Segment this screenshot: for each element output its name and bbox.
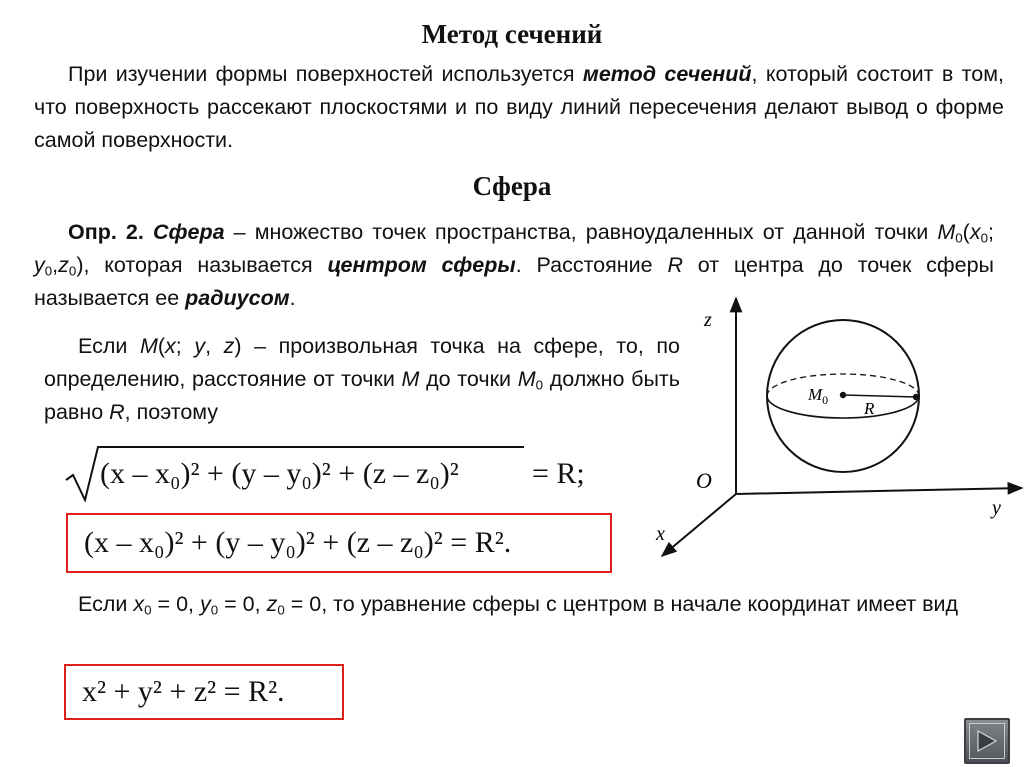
def-text-5: . [289,286,296,310]
point-x: x [165,334,176,358]
point-sep-1: ; [175,334,195,358]
def-text-4: от центра до точек сферы называется ее [34,253,994,310]
point-m0: M [517,367,536,391]
origin-eq-1: = 0, [151,592,200,616]
def-paren-open: ( [962,220,970,244]
def-sep-2: , [52,253,59,277]
next-slide-button[interactable] [964,718,1010,764]
point-text-a: Если [78,334,140,358]
point-m2: M [401,367,420,391]
origin-label: O [696,468,712,493]
origin-eq-2: = 0, [218,592,267,616]
radius-line [843,395,916,397]
section-title-sphere: Сфера [472,171,552,201]
play-next-icon [976,729,998,753]
surface-point [913,394,919,400]
def-sep-1: ; [988,220,994,244]
center-label-m: M [808,385,823,404]
def-x: x [969,220,981,244]
definition-center-term: центром сферы [327,253,516,277]
center-label [807,385,828,407]
definition-radius-term: радиусом [185,286,290,310]
x-axis-label: x [656,523,665,545]
origin-text-a: Если [78,592,134,616]
definition-label: Опр. 2. [68,220,144,244]
sections-method-paragraph [34,58,1004,157]
center-label-sub: 0 [822,393,829,407]
origin-z: z [266,592,278,616]
def-z-sub: 0 [68,263,77,279]
point-sep-2: , [205,334,224,358]
point-paren-open: ( [157,334,166,358]
def-m-sub: 0 [955,230,963,246]
origin-sphere-equation-box [64,664,344,720]
z-axis-label: z [704,309,712,331]
arbitrary-point-paragraph [44,330,680,429]
distance-formula [64,444,604,502]
point-z: z [223,334,235,358]
origin-center-paragraph [44,588,996,621]
point-m: M [139,334,158,358]
point-text-b: – произвольная точка на сфере, то, по определению, расстояние от точки [44,334,680,391]
point-paren-close: ) [234,334,242,358]
center-point [840,392,846,398]
origin-y-sub: 0 [210,602,219,618]
def-paren-close: ) [76,253,84,277]
y-axis [736,488,1022,494]
para-term-sections-method: метод сечений [582,62,752,86]
def-r: R [667,253,683,277]
def-z: z [58,253,69,277]
def-text-1: – множество точек пространства, равноудаленных от данной точки [224,220,938,244]
origin-x: x [133,592,145,616]
x-axis [662,494,736,556]
def-y-sub: 0 [44,263,53,279]
sphere-diagram [650,292,1024,560]
sqrt-rhs: = R; [532,457,585,490]
origin-text-b: то уравнение сферы с центром в начале координат имеет вид [333,592,959,616]
origin-z-sub: 0 [277,602,285,618]
origin-sphere-equation: x² + y² + z² = R². [82,675,285,708]
point-y: y [194,334,206,358]
equator-front [767,396,919,418]
point-text-c: до точки [419,367,518,391]
radius-label: R [864,399,875,418]
definition-term: Сфера [152,220,225,244]
origin-eq-3: = 0, [284,592,334,616]
point-m0-sub: 0 [535,377,544,393]
origin-x-sub: 0 [144,602,152,618]
next-slide-button-inner [969,723,1005,759]
canonical-sphere-equation-box [66,513,612,573]
point-text-e: , поэтому [124,400,219,424]
para-text-a: При изучении формы поверхностей используется [68,62,583,86]
point-r: R [109,400,125,424]
sqrt-radicand: (x – x₀)² + (y – y₀)² + (z – z₀)² [100,457,459,490]
def-text-3: . Расстояние [515,253,668,277]
def-m: M [937,220,956,244]
def-text-2: , которая называется [83,253,328,277]
y-axis-label: y [992,497,1001,519]
para-text-b: , который состоит в том, что поверхность рассекают плоскостями и по виду линий пересечения делают вывод о форме самой поверхности. [34,62,1004,152]
section-title-sections-method: Метод сечений [421,19,603,49]
def-y: y [34,253,45,277]
canonical-sphere-equation: (x – x₀)² + (y – y₀)² + (z – z₀)² = R². [84,526,512,559]
point-text-d: должно быть равно [44,367,680,424]
origin-y: y [199,592,211,616]
def-x-sub: 0 [980,230,989,246]
